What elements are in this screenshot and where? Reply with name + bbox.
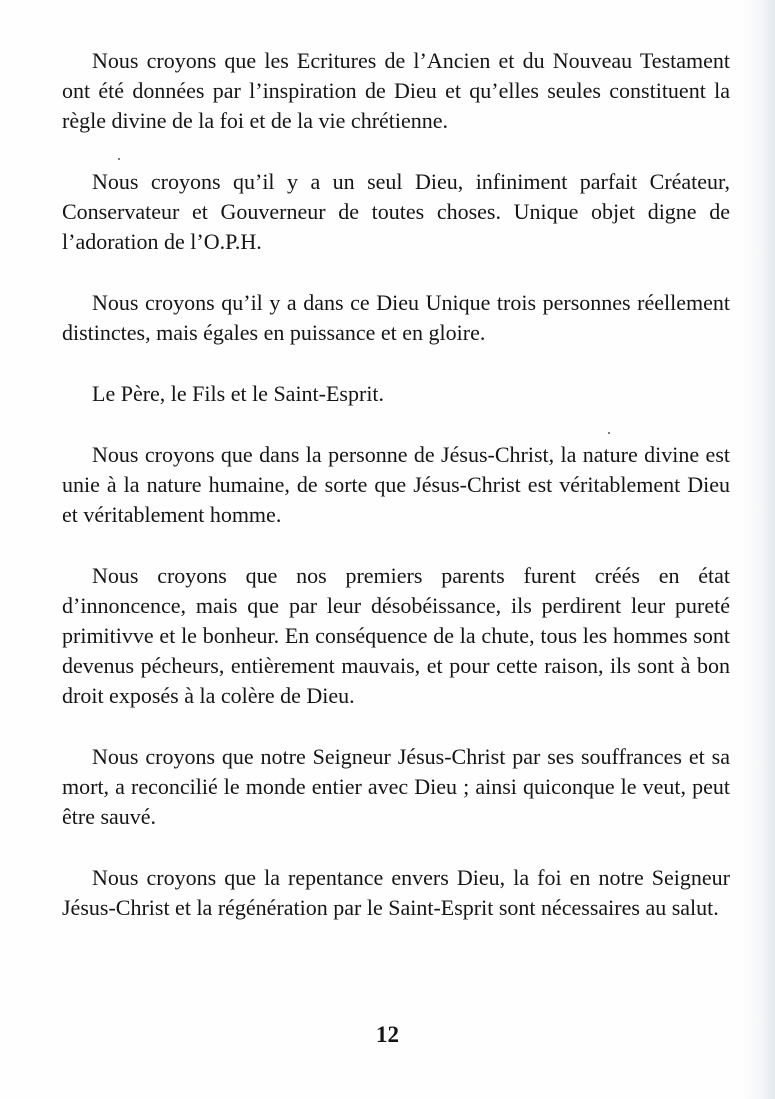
paragraph-reconciliation: Nous croyons que notre Seigneur Jésus-Christ par ses souffrances et sa mort, a reconcilié le monde entier avec Dieu ; ainsi quiconque le veut, peut être sauvé. — [62, 744, 730, 829]
page-number: 12 — [376, 1022, 399, 1047]
paragraph-one-god: Nous croyons qu’il y a un seul Dieu, infiniment parfait Créateur, Conservateur et Gouverneur de toutes choses. Unique objet digne de l’adoration de l’O.P.H. — [62, 169, 730, 254]
paragraph-scriptures: Nous croyons que les Ecritures de l’Ancien et du Nouveau Testament ont été données par l’inspiration de Dieu et qu’elles seules constituent la règle divine de la foi et de la vie chrétienne. — [62, 48, 730, 133]
scan-shadow-edge — [741, 0, 775, 1099]
paragraph-jesus-nature: Nous croyons que dans la personne de Jésus-Christ, la nature divine est unie à la nature humaine, de sorte que Jésus-Christ est véritablement Dieu et véritablement homme. — [62, 442, 730, 527]
paragraph-salvation: Nous croyons que la repentance envers Dieu, la foi en notre Seigneur Jésus-Christ et la régénération par le Saint-Esprit sont nécessaires au salut. — [62, 865, 730, 920]
paragraph-trinity: Nous croyons qu’il y a dans ce Dieu Unique trois personnes réellement distinctes, mais égales en puissance et en gloire. — [62, 290, 730, 345]
scan-speck — [608, 432, 610, 434]
paragraph-father-son-spirit: Le Père, le Fils et le Saint-Esprit. — [92, 381, 385, 406]
paragraph-fall: Nous croyons que nos premiers parents furent créés en état d’innoncence, mais que par leur désobéissance, ils perdirent leur pureté primitivve et le bonheur. En conséquence de la chute, tous les hommes sont devenus pécheurs, entièrement mauvais, et pour cette raison, ils sont à bon droit exposés à la colère de Dieu. — [62, 563, 730, 708]
scan-speck — [118, 158, 120, 160]
body-text — [62, 46, 730, 954]
